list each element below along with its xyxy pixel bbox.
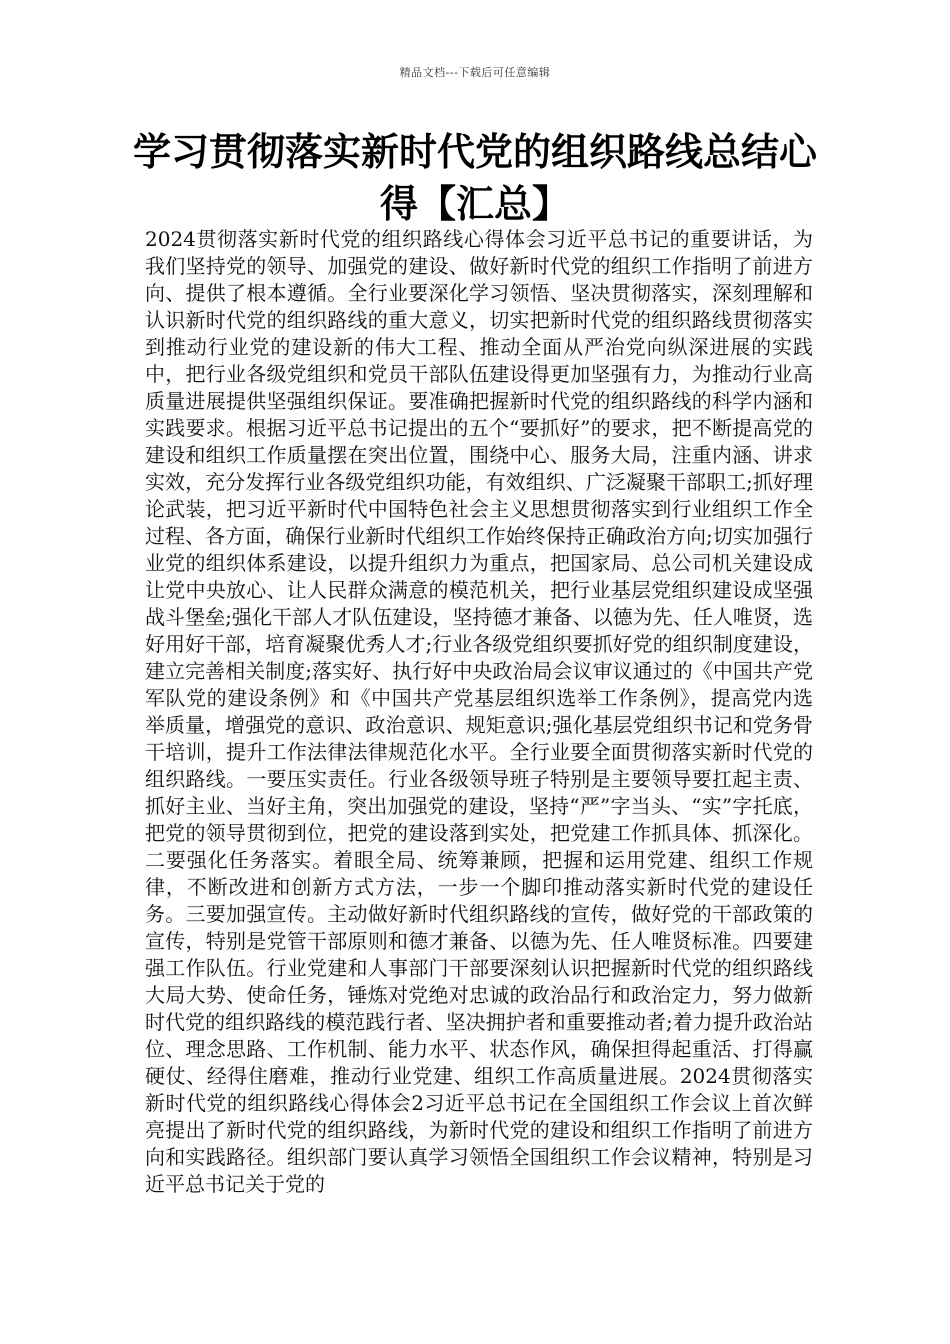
header-note: 精品文档---下载后可任意编辑 bbox=[399, 66, 551, 79]
document-title: 学习贯彻落实新时代党的组织路线总结心得【汇总】 bbox=[132, 130, 817, 226]
document-body: 2024贯彻落实新时代党的组织路线心得体会习近平总书记的重要讲话，为我们坚持党的领导、加强党的建设、做好新时代党的组织工作指明了前进方向、提供了根本遵循。全行业要深化学习领悟、坚决贯彻落实，深刻理解和认识新时代党的组织路线的重大意义，切实把新时代党的组织路线贯彻落实到推动行业党的建设新的伟大工程、推动全面从严治党向纵深进展的实践中，把行业各级党组织和党员干部队伍建设得更加坚强有力，为推动行业高质量进展提供坚强组织保证。要准确把握新时代党的组织路线的科学内涵和实践要求。根据习近平总书记提出的五个“要抓好”的要求，把不断提高党的建设和组织工作质量摆在突出位置，围绕中心、服务大局，注重内涵、讲求实效，充分发挥行业各级党组织功能，有效组织、广泛凝聚干部职工;抓好理论武装，把习近平新时代中国特色社会主义思想贯彻落实到行业组织工作全过程、各方面，确保行业新时代组织工作始终保持正确政治方向;切实加强行业党的组织体系建设，以提升组织力为重点，把国家局、总公司机关建设成让党中央放心、让人民群众满意的模范机关，把行业基层党组织建设成坚强战斗堡垒;强化干部人才队伍建设，坚持德才兼备、以德为先、任人唯贤，选好用好干部，培育凝聚优秀人才;行业各级党组织要抓好党的组织制度建设，建立完善相关制度;落实好、执行好中央政治局会议审议通过的《中国共产党军队党的建设条例》和《中国共产党基层组织选举工作条例》，提高党内选举质量，增强党的意识、政治意识、规矩意识;强化基层党组织书记和党务骨干培训，提升工作法律法律规范化水平。全行业要全面贯彻落实新时代党的组织路线。一要压实责任。行业各级领导班子特别是主要领导要扛起主责、抓好主业、当好主角，突出加强党的建设，坚持“严”字当头、“实”字托底，把党的领导贯彻到位，把党的建设落到实处，把党建工作抓具体、抓深化。二要强化任务落实。着眼全局、统筹兼顾，把握和运用党建、组织工作规律，不断改进和创新方式方法，一步一个脚印推动落实新时代党的建设任务。三要加强宣传。主动做好新时代组织路线的宣传，做好党的干部政策的宣传，特别是党管干部原则和德才兼备、以德为先、任人唯贤标准。四要建强工作队伍。行业党建和人事部门干部要深刻认识把握新时代党的组织路线大局大势、使命任务，锤炼对党绝对忠诚的政治品行和政治定力，努力做新时代党的组织路线的模范践行者、坚决拥护者和重要推动者;着力提升政治站位、理念思路、工作机制、能力水平、状态作风，确保担得起重活、打得赢硬仗、经得住磨难，推动行业党建、组织工作高质量进展。2024贯彻落实新时代党的组织路线心得体会2习近平总书记在全国组织工作会议上首次鲜亮提出了新时代党的组织路线，为新时代党的建设和组织工作指明了前进方向和实践路径。组织部门要认真学习领悟全国组织工作会议精神，特别是习近平总书记关于党的 bbox=[145, 227, 813, 1196]
